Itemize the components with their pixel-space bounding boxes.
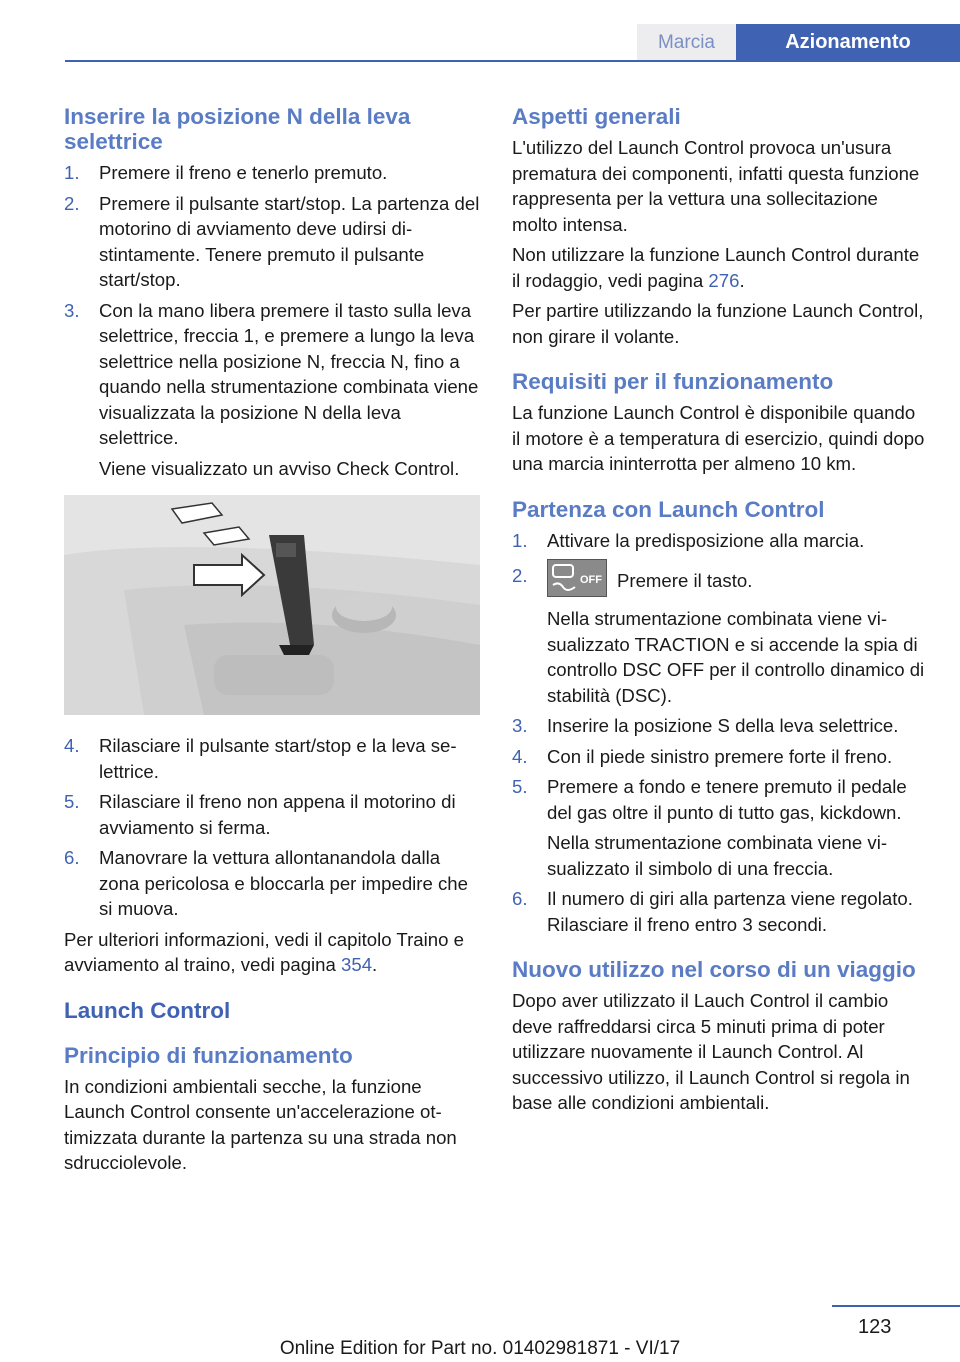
step-text: Premere a fondo e tenere premuto il pedale del gas oltre il punto di tutto gas, kickdown. (547, 776, 907, 823)
left-column (64, 98, 482, 1181)
heading-launch-control: Launch Control (64, 997, 231, 1023)
heading-launch-start: Partenza con Launch Control (512, 496, 825, 522)
list-item (512, 563, 926, 708)
gear-selector-illustration (64, 495, 480, 715)
step-note: Viene visualizzato un avviso Check Control. (99, 457, 460, 479)
step-text: Premere il tasto. (617, 569, 753, 591)
dsc-off-icon (547, 559, 607, 597)
header-rule (65, 60, 960, 62)
step-text: Premere il pulsante start/stop. La partenza del motorino di avviamento deve udirsi distintamente. Tenere premuto il pulsante start/stop. (99, 192, 480, 290)
list-item (512, 886, 926, 937)
list-item (64, 789, 482, 840)
steps-neutral-b (64, 733, 482, 922)
step-number: 1. (512, 529, 528, 551)
reuse-text: Dopo aver utilizzato il Lauch Control il cambio deve raffreddarsi circa 5 minuti prima di poter utilizzare nuovamente il Launch Control. Al successivo utilizzo, il Launch Control si regola in base alle condizioni ambientali. (512, 990, 910, 1113)
general-p2-end: . (739, 269, 745, 291)
header-chapter-tab[interactable] (736, 24, 960, 61)
more-info-paragraph: Per ulteriori informazioni, vedi il capitolo Traino e avviamento al traino, vedi pagina 354. (64, 928, 464, 975)
step-text: Attivare la predisposizione alla marcia. (547, 529, 865, 551)
list-item (64, 298, 482, 482)
heading-principle: Principio di funzionamento (64, 1042, 353, 1068)
step-number: 4. (512, 745, 528, 767)
step-number: 1. (64, 162, 80, 183)
list-item (512, 713, 926, 739)
right-column (512, 98, 926, 1121)
page-number-rule (832, 1305, 960, 1307)
steps-neutral-a (64, 160, 482, 481)
step-note: Nella strumentazione combinata viene visualizzato TRACTION e si accende la spia di controllo DSC OFF per il controllo dinamico di stabilità (DSC). (547, 608, 925, 706)
page-link-354[interactable]: 354 (341, 954, 373, 975)
step-text: Manovrare la vettura allontanandola dalla zona pericolosa e bloccarla per impedire che si muova. (99, 847, 468, 919)
list-item (512, 744, 926, 770)
header-section-label: Marcia (657, 31, 715, 53)
step-number: 3. (64, 299, 80, 321)
page-number: 123 (858, 1316, 892, 1338)
more-info-text: Per ulteriori informazioni, vedi il capitolo Traino e avviamento al traino, vedi pagina (64, 928, 464, 975)
step-text: Il numero di giri alla partenza viene regolato. Rilasciare il freno entro 3 secondi. (547, 888, 913, 935)
footer-edition: Online Edition for Part no. 01402981871 - VI/17 (279, 1338, 681, 1359)
step-text: Premere il freno e tenerlo premuto. (99, 162, 388, 183)
general-paragraph-1: L'utilizzo del Launch Control provoca un'usura prematura dei componenti, infatti questa funzione rappresenta per la vettura una sollecitazione molto intensa. (512, 137, 920, 235)
step-text: Rilasciare il pulsante start/stop e la leva selettrice. (99, 735, 457, 782)
general-paragraph-2 (512, 242, 926, 293)
step-number: 2. (64, 192, 80, 214)
list-item (64, 845, 482, 922)
steps-launch (512, 528, 926, 938)
step-text: Con il piede sinistro premere forte il freno. (547, 745, 893, 767)
header-section-tab[interactable] (637, 24, 736, 61)
step-number: 5. (512, 776, 528, 797)
principle-text: In condizioni ambientali secche, la funzione Launch Control consente un'accelerazione ottimizzata durante la partenza su una strada non sdrucciolevole. (64, 1075, 457, 1173)
list-item (64, 733, 482, 784)
header-chapter-label: Azionamento (785, 31, 911, 53)
step-number: 6. (64, 847, 80, 868)
step-number: 4. (64, 735, 80, 756)
list-item (64, 160, 482, 186)
list-item (64, 191, 482, 293)
list-item (512, 774, 926, 881)
heading-requirements: Requisiti per il funzionamento (512, 369, 834, 394)
step-number: 2. (512, 565, 528, 586)
heading-reuse: Nuovo utilizzo nel corso di un viaggio (512, 957, 916, 982)
step-text: Inserire la posizione S della leva selettrice. (547, 715, 899, 736)
general-paragraph-3: Per partire utilizzando la funzione Launch Control, non girare il volante. (512, 300, 924, 347)
heading-neutral: Inserire la posizione N della leva selettrice (64, 104, 411, 154)
step-text: Rilasciare il freno non appena il motorino di avviamento si ferma. (99, 791, 456, 838)
step-number: 3. (512, 715, 528, 736)
heading-general: Aspetti generali (512, 104, 681, 129)
list-item (512, 528, 926, 554)
page-link-276[interactable]: 276 (708, 269, 740, 291)
requirements-text: La funzione Launch Control è disponibile quando il motore è a temperatura di esercizio, quindi dopo una marcia ininterrotta per almeno 10 km. (512, 402, 925, 474)
general-p2-text: Non utilizzare la funzione Launch Control durante il rodaggio, vedi pagina (512, 244, 920, 291)
dsc-off-icon-label: OFF (580, 574, 602, 586)
step-number: 5. (64, 791, 80, 812)
step-text: Con la mano libera premere il tasto sulla leva selettrice, freccia 1, e premere a lungo la leva selettrice nella posizione N, freccia N, fino a quando nella strumentazione combinata viene visualizzata la posizione N della leva selettrice. (99, 299, 479, 448)
step-note: Nella strumentazione combinata viene visualizzato il simbolo di una freccia. (547, 832, 888, 879)
step-number: 6. (512, 888, 528, 909)
gear-selector-figure (64, 495, 480, 715)
